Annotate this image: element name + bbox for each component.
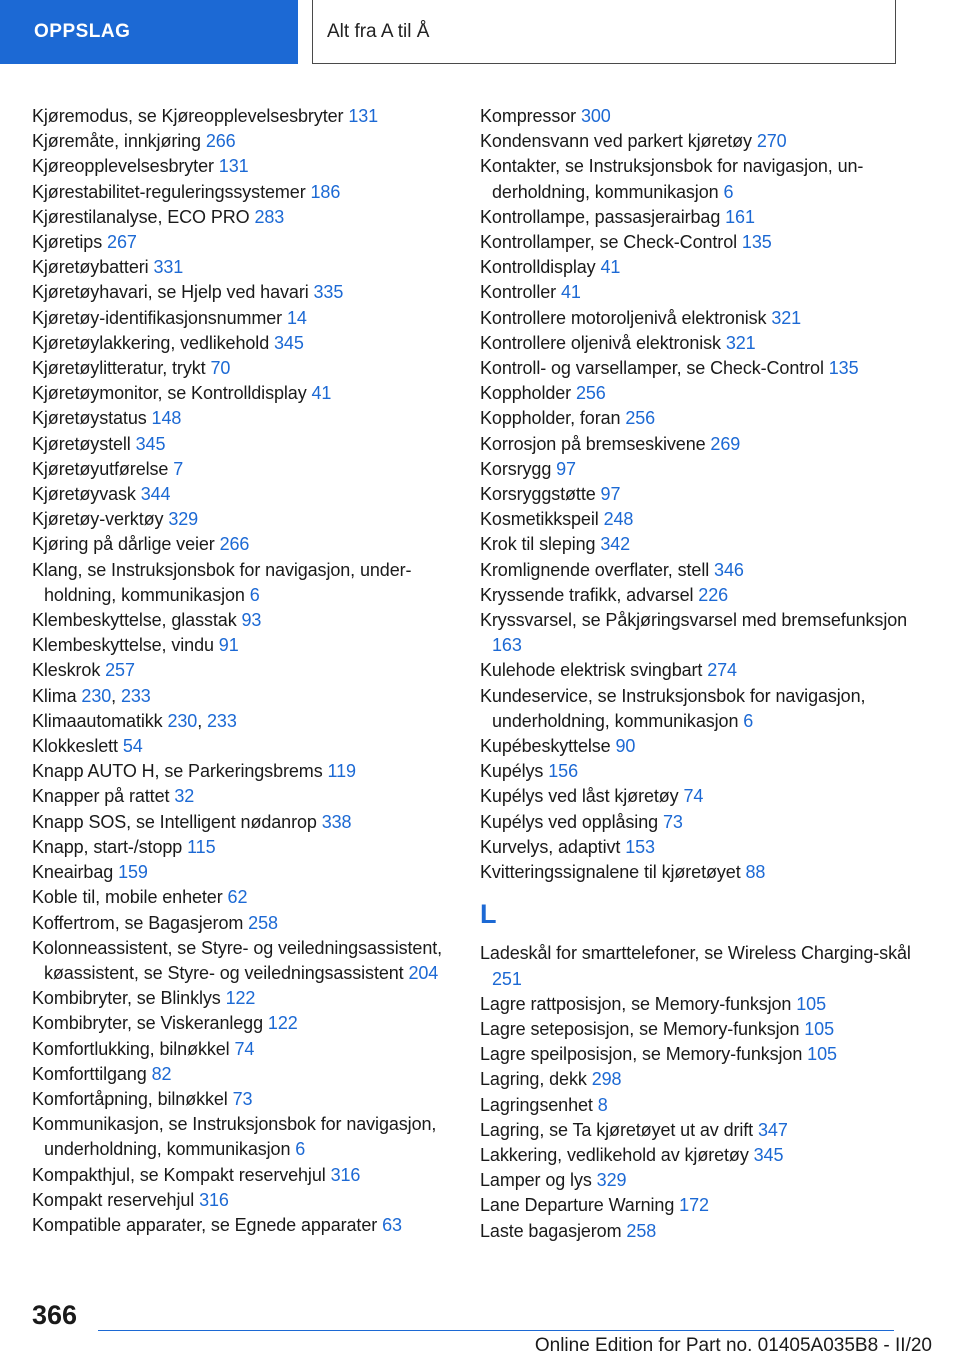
index-term: Kjørestilanalyse, ECO PRO bbox=[32, 206, 250, 227]
page-link[interactable]: 329 bbox=[168, 509, 199, 530]
index-entry bbox=[32, 558, 472, 608]
page-link[interactable]: 233 bbox=[207, 710, 237, 731]
page-link[interactable]: 331 bbox=[153, 257, 184, 278]
page-link[interactable]: 226 bbox=[698, 584, 729, 605]
page-link[interactable]: 274 bbox=[707, 660, 737, 681]
index-term: Lagring, se Ta kjøretøyet ut av drift bbox=[480, 1119, 754, 1140]
index-term: Kjøretøystatus bbox=[32, 408, 147, 429]
index-entry: Klima 230, 233 bbox=[32, 685, 151, 706]
index-term: Kulehode elektrisk svingbart bbox=[480, 660, 703, 681]
index-term: Lagringsenhet bbox=[480, 1094, 593, 1115]
index-term: Kombibryter, se Viskeranlegg bbox=[32, 1013, 263, 1034]
index-entry bbox=[480, 482, 920, 507]
page-link[interactable]: 347 bbox=[758, 1119, 788, 1140]
index-entry bbox=[480, 1168, 920, 1193]
page-link[interactable]: 161 bbox=[725, 206, 755, 227]
index-entry bbox=[32, 230, 472, 255]
index-entry bbox=[480, 1017, 920, 1042]
index-entry bbox=[32, 356, 472, 381]
index-term: Kupébeskyttelse bbox=[480, 736, 611, 757]
page-link[interactable]: 41 bbox=[560, 282, 581, 303]
page-link[interactable]: 186 bbox=[310, 181, 341, 202]
index-term: Kjøremodus, se Kjøreopplevelsesbryter bbox=[32, 106, 344, 126]
index-term: Klang, se Instruksjonsbok for navigasjon, underholdning, kommunikasjon bbox=[32, 559, 412, 605]
index-term: Kleskrok bbox=[32, 660, 101, 681]
page-link[interactable]: 266 bbox=[219, 534, 250, 555]
index-term: Korsrygg bbox=[480, 458, 552, 479]
index-entry bbox=[480, 1193, 920, 1218]
index-entry bbox=[32, 306, 472, 331]
index-entry bbox=[480, 331, 920, 356]
index-entry bbox=[480, 835, 920, 860]
page-number: 366 bbox=[32, 1300, 78, 1330]
index-entry bbox=[32, 835, 472, 860]
index-term: Klembeskyttelse, glasstak bbox=[32, 610, 237, 631]
index-entry bbox=[480, 992, 920, 1017]
page-link[interactable]: 346 bbox=[714, 559, 744, 580]
page-header bbox=[0, 0, 960, 66]
index-entry bbox=[480, 381, 920, 406]
page-link[interactable]: 74 bbox=[234, 1038, 255, 1059]
page-link[interactable]: 267 bbox=[107, 232, 137, 253]
index-entry bbox=[32, 810, 472, 835]
index-entry bbox=[480, 608, 920, 658]
page-link[interactable]: 105 bbox=[796, 993, 826, 1014]
index-entry bbox=[32, 936, 472, 986]
index-term: Kupélys bbox=[480, 761, 544, 782]
page-link[interactable]: 283 bbox=[254, 206, 285, 227]
page-link[interactable]: 230 bbox=[167, 710, 198, 731]
page-link[interactable]: 90 bbox=[615, 736, 636, 757]
page-link[interactable]: 6 bbox=[249, 584, 260, 605]
index-term: Korrosjon på bremseskivene bbox=[480, 433, 706, 454]
index-entry bbox=[32, 734, 472, 759]
index-entry: Klimaautomatikk 230, 233 bbox=[32, 710, 237, 731]
index-term: Kjøretøylakkering, vedlikehold bbox=[32, 332, 270, 353]
index-entry bbox=[32, 1087, 472, 1112]
index-term: Knapp, start-/stopp bbox=[32, 836, 183, 857]
index-entry bbox=[480, 558, 920, 583]
page-link[interactable]: 54 bbox=[122, 736, 143, 757]
page-link[interactable]: 6 bbox=[295, 1139, 306, 1160]
page-link[interactable]: 93 bbox=[241, 610, 262, 631]
page-link[interactable]: 105 bbox=[804, 1018, 834, 1039]
index-entry bbox=[32, 658, 472, 683]
index-entry bbox=[480, 1093, 920, 1118]
index-entry bbox=[480, 432, 920, 457]
page-link[interactable]: 256 bbox=[575, 383, 606, 404]
page-link[interactable]: 70 bbox=[210, 358, 231, 379]
index-term: Kontroll- og varsellamper, se Check-Control bbox=[480, 358, 824, 379]
index-term: Kjøretøybatteri bbox=[32, 257, 149, 278]
page-link[interactable]: 233 bbox=[120, 685, 151, 706]
index-entry bbox=[32, 129, 472, 154]
index-term: Koffertrom, se Bagasjerom bbox=[32, 912, 244, 933]
index-term: Kjørestabilitet-reguleringssystemer bbox=[32, 181, 306, 202]
index-entry bbox=[32, 885, 472, 910]
index-term: Knapper på rattet bbox=[32, 786, 170, 807]
page-link[interactable]: 258 bbox=[626, 1220, 657, 1241]
section-tab[interactable]: OPPSLAG bbox=[0, 0, 298, 64]
index-term: Lagring, dekk bbox=[480, 1069, 587, 1090]
index-entry bbox=[480, 1143, 920, 1168]
index-column-right bbox=[480, 104, 920, 1244]
index-entry bbox=[32, 1062, 472, 1087]
page-link[interactable]: 119 bbox=[327, 761, 356, 782]
page-link[interactable]: 153 bbox=[625, 836, 655, 857]
index-term: Kneairbag bbox=[32, 862, 114, 883]
index-group-l bbox=[480, 941, 920, 1243]
page-link[interactable]: 258 bbox=[248, 912, 278, 933]
page-link[interactable]: 122 bbox=[267, 1013, 298, 1034]
index-term: Koppholder, foran bbox=[480, 408, 621, 429]
index-term: Kjøretøy-verktøy bbox=[32, 509, 164, 530]
index-term: Kurvelys, adaptivt bbox=[480, 836, 621, 857]
page-link[interactable]: 6 bbox=[723, 181, 734, 202]
index-entry bbox=[480, 280, 920, 305]
index-term: Kompatible apparater, se Egnede apparater bbox=[32, 1214, 378, 1235]
index-term: Kjøretøyhavari, se Hjelp ved havari bbox=[32, 282, 309, 303]
page-link[interactable]: 131 bbox=[218, 156, 249, 177]
index-entry bbox=[32, 608, 472, 633]
index-entry bbox=[480, 658, 920, 683]
index-term: Kjøremåte, innkjøring bbox=[32, 131, 201, 152]
index-entry bbox=[480, 457, 920, 482]
page-link[interactable]: 82 bbox=[151, 1063, 172, 1084]
section-letter-heading: L bbox=[480, 899, 497, 930]
page-link[interactable]: 41 bbox=[311, 383, 332, 404]
index-term: Kolonneassistent, se Styre- og veiledningsassistent, køassistent, se Styre- og veiledningsassistent bbox=[32, 937, 443, 983]
page-link[interactable]: 41 bbox=[600, 257, 621, 278]
index-entry bbox=[480, 810, 920, 835]
page-link[interactable]: 88 bbox=[745, 862, 766, 883]
index-term: Kjøretøyutførelse bbox=[32, 458, 169, 479]
index-term: Kromlignende overflater, stell bbox=[480, 559, 710, 580]
page-link[interactable]: 97 bbox=[556, 458, 576, 479]
page-link[interactable]: 73 bbox=[662, 811, 683, 832]
page-link[interactable]: 91 bbox=[218, 635, 239, 656]
page-link[interactable]: 156 bbox=[548, 761, 578, 782]
page-link[interactable]: 270 bbox=[756, 131, 787, 152]
index-entry bbox=[480, 255, 920, 280]
index-term: Kontroller bbox=[480, 282, 557, 303]
index-entry bbox=[32, 759, 472, 784]
index-term: Krok til sleping bbox=[480, 534, 596, 555]
index-term: Kosmetikkspeil bbox=[480, 509, 599, 530]
page-link[interactable]: 163 bbox=[492, 635, 522, 656]
index-term: Kontrolldisplay bbox=[480, 257, 596, 278]
page-link[interactable]: 204 bbox=[408, 962, 439, 983]
index-entry bbox=[32, 457, 472, 482]
index-entry bbox=[32, 1112, 472, 1162]
index-term: Klima bbox=[32, 685, 77, 706]
page-link[interactable]: 321 bbox=[771, 307, 802, 328]
page-link[interactable]: 63 bbox=[382, 1214, 402, 1235]
index-entry bbox=[32, 154, 472, 179]
index-entry bbox=[32, 180, 472, 205]
index-entry bbox=[32, 911, 472, 936]
page-link[interactable]: 131 bbox=[348, 106, 379, 126]
page-link[interactable]: 115 bbox=[187, 836, 216, 857]
index-entry bbox=[32, 432, 472, 457]
index-entry bbox=[480, 129, 920, 154]
index-term: Koble til, mobile enheter bbox=[32, 887, 223, 908]
index-entry bbox=[480, 532, 920, 557]
index-term: Lagre seteposisjon, se Memory-funksjon bbox=[480, 1018, 800, 1039]
index-term: Klimaautomatikk bbox=[32, 710, 163, 731]
index-entry bbox=[480, 734, 920, 759]
index-term: Kjøretøylitteratur, trykt bbox=[32, 358, 206, 379]
index-term: Lane Departure Warning bbox=[480, 1195, 675, 1216]
page-link[interactable]: 345 bbox=[753, 1144, 784, 1165]
index-entry bbox=[480, 860, 920, 885]
index-entry bbox=[480, 784, 920, 809]
index-entry bbox=[32, 1037, 472, 1062]
page-link[interactable]: 172 bbox=[679, 1195, 709, 1216]
index-entry bbox=[480, 1067, 920, 1092]
index-entry bbox=[480, 406, 920, 431]
index-entry bbox=[32, 1011, 472, 1036]
index-column-left bbox=[32, 104, 472, 1238]
index-term: Kondensvann ved parkert kjøretøy bbox=[480, 131, 752, 152]
page-link[interactable]: 266 bbox=[205, 131, 236, 152]
index-term: Kupélys ved opplåsing bbox=[480, 811, 659, 832]
index-entry bbox=[480, 1042, 920, 1067]
page-link[interactable]: 316 bbox=[199, 1189, 229, 1210]
page-link[interactable]: 321 bbox=[725, 332, 756, 353]
index-term: Kontrollere oljenivå elektronisk bbox=[480, 332, 721, 353]
index-entry bbox=[32, 784, 472, 809]
index-entry bbox=[32, 381, 472, 406]
index-term: Klembeskyttelse, vindu bbox=[32, 635, 214, 656]
index-term: Kjøretøystell bbox=[32, 433, 131, 454]
page-link[interactable]: 345 bbox=[135, 433, 166, 454]
index-entry bbox=[32, 1163, 472, 1188]
index-term: Knapp SOS, se Intelligent nødanrop bbox=[32, 811, 317, 832]
index-term: Kontrollere motoroljenivå elektronisk bbox=[480, 307, 767, 328]
index-entry bbox=[480, 1219, 920, 1244]
page-link[interactable]: 251 bbox=[492, 968, 522, 989]
index-entry bbox=[32, 1213, 472, 1238]
page-link[interactable]: 105 bbox=[807, 1044, 837, 1065]
page-link[interactable]: 344 bbox=[140, 484, 171, 505]
index-term: Kontrollampe, passasjerairbag bbox=[480, 206, 721, 227]
index-term: Kjøretips bbox=[32, 232, 103, 253]
index-entry bbox=[32, 255, 472, 280]
page-link[interactable]: 122 bbox=[225, 988, 256, 1009]
index-entry bbox=[480, 356, 920, 381]
index-entry bbox=[480, 941, 920, 991]
index-group-k bbox=[480, 104, 920, 885]
page-link[interactable]: 7 bbox=[173, 458, 184, 479]
index-term: Klokkeslett bbox=[32, 736, 118, 757]
page-link[interactable]: 248 bbox=[603, 509, 634, 530]
index-term: Kompressor bbox=[480, 106, 577, 126]
page-link[interactable]: 62 bbox=[227, 887, 248, 908]
page-link[interactable]: 257 bbox=[105, 660, 135, 681]
page-link[interactable]: 269 bbox=[710, 433, 741, 454]
index-entry bbox=[480, 230, 920, 255]
page-link[interactable]: 298 bbox=[591, 1069, 622, 1090]
index-term: Komforttilgang bbox=[32, 1063, 147, 1084]
index-entry bbox=[480, 507, 920, 532]
index-entry bbox=[32, 104, 472, 129]
index-entry bbox=[32, 280, 472, 305]
index-term: Komfortlukking, bilnøkkel bbox=[32, 1038, 230, 1059]
index-entry bbox=[32, 986, 472, 1011]
index-entry bbox=[480, 684, 920, 734]
page-link[interactable]: 335 bbox=[313, 282, 344, 303]
page-link[interactable]: 32 bbox=[174, 786, 195, 807]
index-term: Ladeskål for smarttelefoner, se Wireless Charging-skål bbox=[480, 943, 911, 964]
index-term: Kompakt reservehjul bbox=[32, 1189, 195, 1210]
index-term: Lamper og lys bbox=[480, 1170, 592, 1191]
page-link[interactable]: 338 bbox=[321, 811, 352, 832]
index-entry bbox=[32, 507, 472, 532]
page-link[interactable]: 135 bbox=[828, 358, 859, 379]
index-term: Kvitteringssignalene til kjøretøyet bbox=[480, 862, 741, 883]
index-entry bbox=[32, 633, 472, 658]
index-term: Kontrollamper, se Check-Control bbox=[480, 232, 738, 253]
index-term: Kryssvarsel, se Påkjøringsvarsel med bremsefunksjon bbox=[480, 610, 908, 631]
index-entry bbox=[480, 306, 920, 331]
index-term: Kontakter, se Instruksjonsbok for navigasjon, underholdning, kommunikasjon bbox=[480, 156, 864, 202]
index-entry bbox=[32, 860, 472, 885]
edition-note: Online Edition for Part no. 01405A035B8 - II/20 bbox=[534, 1335, 932, 1356]
index-term: Kombibryter, se Blinklys bbox=[32, 988, 221, 1009]
footer-divider bbox=[98, 1330, 894, 1331]
index-term: Kjøretøymonitor, se Kontrolldisplay bbox=[32, 383, 307, 404]
index-entry bbox=[480, 759, 920, 784]
page-link[interactable]: 230 bbox=[81, 685, 112, 706]
index-term: Kompakthjul, se Kompakt reservehjul bbox=[32, 1164, 326, 1185]
index-term: Kjøreopplevelsesbryter bbox=[32, 156, 214, 177]
index-entry bbox=[32, 532, 472, 557]
index-entry bbox=[480, 1118, 920, 1143]
index-entry bbox=[480, 205, 920, 230]
index-term: Laste bagasjerom bbox=[480, 1220, 622, 1241]
index-entry bbox=[480, 583, 920, 608]
index-entry bbox=[32, 482, 472, 507]
index-term: Kjøretøy-identifikasjonsnummer bbox=[32, 307, 283, 328]
page-link[interactable]: 14 bbox=[286, 307, 307, 328]
page-link[interactable]: 135 bbox=[741, 232, 772, 253]
page-link[interactable]: 74 bbox=[683, 786, 704, 807]
index-entry bbox=[32, 205, 472, 230]
page-link[interactable]: 6 bbox=[743, 710, 754, 731]
index-term: Kryssende trafikk, advarsel bbox=[480, 584, 694, 605]
page-link[interactable]: 300 bbox=[580, 106, 611, 126]
index-term: Korsryggstøtte bbox=[480, 484, 596, 505]
index-entry bbox=[480, 154, 920, 204]
index-term: Lagre speilposisjon, se Memory-funksjon bbox=[480, 1044, 803, 1065]
index-term: Kundeservice, se Instruksjonsbok for navigasjon, underholdning, kommunikasjon bbox=[480, 685, 866, 731]
index-entry bbox=[32, 406, 472, 431]
page-link[interactable]: 73 bbox=[232, 1088, 253, 1109]
page-link[interactable]: 329 bbox=[596, 1170, 627, 1191]
index-term: Knapp AUTO H, se Parkeringsbrems bbox=[32, 761, 323, 782]
index-entry bbox=[480, 104, 920, 129]
page-link[interactable]: 345 bbox=[274, 332, 304, 353]
page-link[interactable]: 342 bbox=[600, 534, 631, 555]
index-term: Kjøretøyvask bbox=[32, 484, 136, 505]
index-term: Kupélys ved låst kjøretøy bbox=[480, 786, 679, 807]
page-link[interactable]: 256 bbox=[625, 408, 656, 429]
index-term: Kommunikasjon, se Instruksjonsbok for navigasjon, underholdning, kommunikasjon bbox=[32, 1114, 437, 1160]
page-link[interactable]: 8 bbox=[597, 1094, 608, 1115]
page-link[interactable]: 316 bbox=[330, 1164, 361, 1185]
index-term: Lagre rattposisjon, se Memory-funksjon bbox=[480, 993, 792, 1014]
page-link[interactable]: 97 bbox=[600, 484, 621, 505]
index-entry bbox=[32, 331, 472, 356]
index-term: Koppholder bbox=[480, 383, 572, 404]
index-term: Kjøring på dårlige veier bbox=[32, 534, 215, 555]
page-link[interactable]: 148 bbox=[151, 408, 182, 429]
index-entry bbox=[32, 1188, 472, 1213]
page-link[interactable]: 159 bbox=[118, 862, 148, 883]
index-term: Lakkering, vedlikehold av kjøretøy bbox=[480, 1144, 749, 1165]
chapter-title: Alt fra A til Å bbox=[312, 0, 896, 64]
index-term: Komfortåpning, bilnøkkel bbox=[32, 1088, 228, 1109]
